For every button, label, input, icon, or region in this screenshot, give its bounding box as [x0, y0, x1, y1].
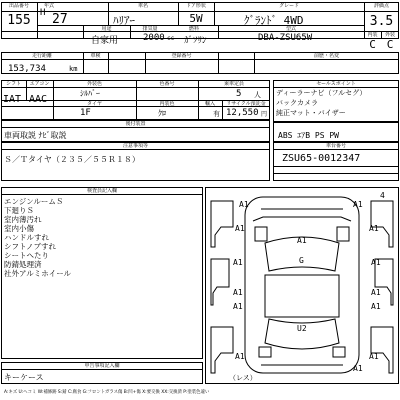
doors-label: ドア形状 [186, 3, 206, 9]
after-market-value: 車両取説 ﾅﾋﾞ取説 [4, 131, 67, 140]
lot-no-label: 出品番号 [8, 3, 29, 9]
damage-mark: A1 [235, 352, 245, 361]
damage-mark: A1 [239, 200, 249, 209]
car-name-label: 車名 [137, 3, 148, 9]
fuel-label: 燃料 [188, 26, 199, 32]
history-label: 前歴・名変 [313, 53, 339, 59]
import-unit: 有 [213, 110, 220, 118]
purpose-value: 自家用 [91, 36, 119, 46]
damage-mark: A1 [233, 288, 243, 297]
aircon-value: AAC [29, 94, 48, 105]
damage-mark: A1 [233, 258, 243, 267]
damage-mark: A1 [371, 288, 381, 297]
inspector-label: 検査員記入欄 [86, 188, 117, 194]
aircon-label: エアコン [29, 81, 50, 87]
inspector-item: 室内薄汚れ [4, 215, 42, 224]
damage-mark: A1 [371, 258, 381, 267]
inspector-list [4, 197, 200, 287]
inspector-item: 防錆処理済 [4, 260, 42, 269]
damage-mark: U2 [297, 324, 307, 333]
features-value: ABS ｴｱB PS PW [278, 131, 339, 140]
car-name-value: ﾊﾘｱｰ [113, 14, 135, 27]
doors-value: 5W [189, 12, 203, 25]
score-value: 3.5 [369, 14, 394, 29]
model-type-label: 型式 [285, 26, 296, 32]
damage-mark: G [299, 256, 304, 265]
inspector-item: 社外アルミホイール [4, 269, 72, 278]
damage-mark: A1 [297, 236, 307, 245]
displacement-value: 2000 [143, 33, 165, 43]
inspector-item: 室内小傷 [4, 224, 34, 233]
notes-label: 注意事項等 [122, 143, 148, 149]
damage-mark: A1 [369, 224, 379, 233]
legend-text: A:キズ U:ヘコミ W:補修跡 S:錆 C:腐食 G:フロントガラス傷 B:凹+傷 X:要交換 XX:交換済 P:塗装色違い [4, 390, 210, 395]
after-market-label: 後付装置 [125, 121, 146, 127]
mileage-label: 走行距離 [31, 53, 52, 59]
recycle-value: 12,550 [226, 108, 259, 118]
mileage-unit: km [69, 65, 78, 73]
windshield-note: （レス） [229, 374, 257, 382]
sales-point-item: 純正マット・バイザー [276, 109, 346, 117]
fuel-value: ｶﾞｿﾘﾝ [184, 36, 207, 46]
corner-mark: 4 [380, 191, 385, 200]
registration-label: 登録番号 [171, 53, 192, 59]
interior-grade-label: 内装 [367, 32, 378, 38]
lot-no-value: 155 [7, 13, 31, 28]
sales-point-item: バックカメラ [276, 99, 318, 107]
inspector-item: シートへたり [4, 251, 49, 260]
damage-mark: A1 [233, 302, 243, 311]
model-type-value: DBA-ZSU65W [258, 33, 313, 43]
damage-mark: A1 [235, 224, 245, 233]
damage-mark: A1 [371, 302, 381, 311]
grade-label: グレード [278, 3, 299, 9]
notes-value: Ｓ／Ｔタイヤ（２３５／５５Ｒ１８） [4, 155, 140, 164]
damage-mark: A1 [369, 352, 379, 361]
damage-mark: A1 [353, 364, 363, 373]
seats-unit: 人 [254, 91, 261, 99]
purpose-label: 用途 [101, 26, 112, 32]
era-value: H [40, 8, 46, 18]
mileage-value: 153,734 [8, 64, 46, 74]
chassis-label: 車台番号 [325, 143, 346, 149]
shift-value: IAT [3, 94, 22, 105]
color-value: ｼﾙﾊﾞｰ [80, 89, 100, 98]
damage-mark: A1 [353, 200, 363, 209]
car-diagram [205, 187, 399, 384]
interior-color-value: ｸﾛ [158, 109, 166, 118]
interior-grade-value: C [369, 38, 376, 51]
inspector-item: エンジンルームＳ [4, 197, 64, 206]
recycle-label: リサイクル預託金 [226, 101, 266, 107]
seats-value: 5 [236, 89, 242, 99]
seats-label: 乗車定員 [223, 81, 244, 87]
sales-point-label: セールスポイント [316, 81, 356, 87]
chassis-value: ZSU65-0012347 [282, 153, 361, 164]
inspector-item: ハンドルすれ [4, 233, 49, 242]
inspector-item: 下廻りＳ [4, 206, 34, 215]
inspector-item: シフトノブすれ [4, 242, 57, 251]
tire-value: 1F [80, 108, 91, 118]
displacement-unit: cc [167, 35, 175, 42]
recycle-unit: 円 [261, 111, 268, 118]
import-label: 輸入 [204, 101, 215, 107]
score-label: 評価点 [373, 3, 389, 9]
color-label: 外装色 [86, 81, 102, 87]
declaration-value: キーケース [4, 373, 44, 382]
tire-label: タイヤ [87, 101, 102, 107]
declaration-label: 申告事項記入欄 [84, 363, 120, 369]
inspection-label: 車検 [90, 53, 101, 59]
interior-color-label: 内装色 [159, 101, 175, 107]
shift-label: シフト [5, 81, 21, 87]
color-no-label: 色番号 [159, 81, 175, 87]
exterior-grade-value: C [386, 38, 394, 51]
sales-point-item: ディーラーナビ（フルセグ） [276, 89, 367, 97]
year-value: 27 [52, 12, 68, 27]
exterior-grade-label: 外装 [384, 32, 395, 38]
displacement-label: 排気量 [142, 26, 158, 32]
year-label: 年式 [43, 3, 54, 9]
sales-point-list [276, 89, 398, 121]
grade-value: ｸﾞﾗﾝﾄﾞ 4WD [244, 14, 304, 27]
